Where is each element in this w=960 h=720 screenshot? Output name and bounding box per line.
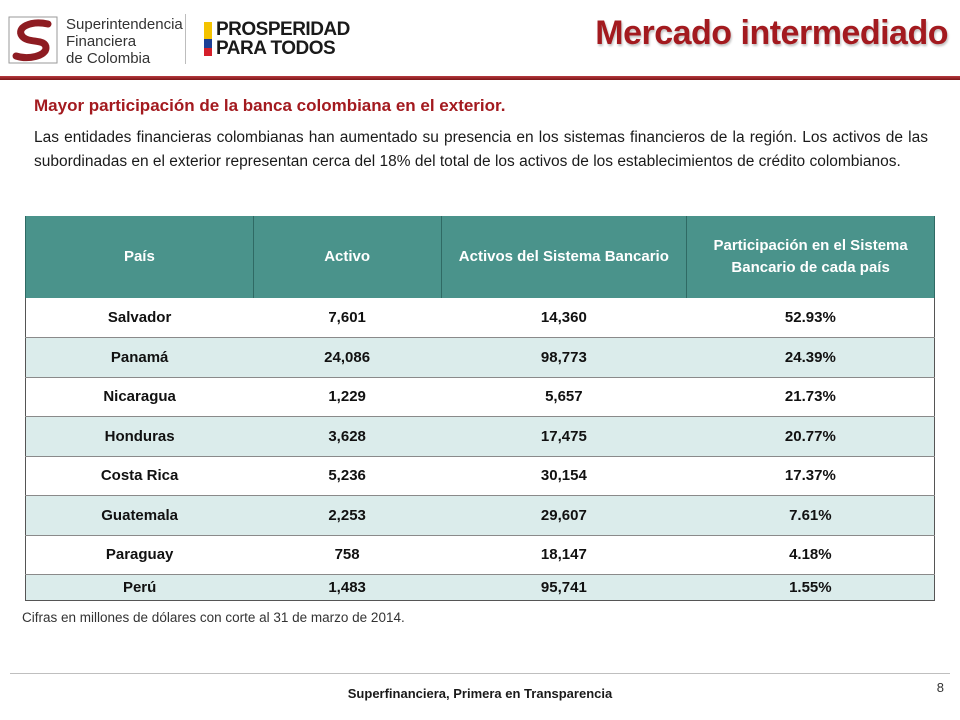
footer-tagline: Superfinanciera, Primera en Transparencia <box>347 686 613 701</box>
logo-pro-line-2: PARA TODOS <box>216 38 336 59</box>
table-row <box>26 535 935 575</box>
header-activo: Activo <box>253 216 441 298</box>
table-row <box>26 377 935 417</box>
cell-activo: 1,483 <box>253 575 441 601</box>
section-subtitle: Mayor participación de la banca colombiana en el exterior. <box>34 96 506 115</box>
logo-divider <box>185 14 186 64</box>
page-number: 8 <box>936 680 944 695</box>
cell-activos-sistema: 29,607 <box>441 496 687 536</box>
cell-pais: Salvador <box>26 298 254 338</box>
cell-activo: 7,601 <box>253 298 441 338</box>
logo-pro-line-1: PROSPERIDAD <box>216 19 350 40</box>
logo-sfc-line-1: Superintendencia <box>66 16 183 33</box>
country-participation-table <box>25 216 935 601</box>
table-row <box>26 496 935 536</box>
cell-participacion: 24.39% <box>687 338 935 378</box>
table-row <box>26 575 935 601</box>
cell-activo: 24,086 <box>253 338 441 378</box>
cell-activos-sistema: 95,741 <box>441 575 687 601</box>
title-rule <box>0 76 960 80</box>
cell-pais: Costa Rica <box>26 456 254 496</box>
cell-activos-sistema: 30,154 <box>441 456 687 496</box>
cell-participacion: 20.77% <box>687 417 935 457</box>
colombia-flag-icon <box>204 22 212 56</box>
logo-sfc-line-2: Financiera <box>66 33 137 50</box>
superfinanciera-emblem-icon <box>8 16 58 64</box>
cell-pais: Nicaragua <box>26 377 254 417</box>
cell-activo: 5,236 <box>253 456 441 496</box>
cell-participacion: 21.73% <box>687 377 935 417</box>
footer-rule <box>10 673 950 674</box>
prosperidad-logo <box>204 20 354 60</box>
table-row <box>26 417 935 457</box>
header-participacion: Participación en el Sistema Bancario de cada país <box>687 216 935 298</box>
cell-activos-sistema: 14,360 <box>441 298 687 338</box>
cell-activos-sistema: 17,475 <box>441 417 687 457</box>
cell-activo: 758 <box>253 535 441 575</box>
table-row <box>26 298 935 338</box>
superfinanciera-logo <box>8 12 188 68</box>
cell-activo: 2,253 <box>253 496 441 536</box>
cell-activos-sistema: 5,657 <box>441 377 687 417</box>
cell-pais: Honduras <box>26 417 254 457</box>
table-header-row <box>26 216 935 298</box>
table-row <box>26 338 935 378</box>
cell-pais: Guatemala <box>26 496 254 536</box>
cell-activos-sistema: 18,147 <box>441 535 687 575</box>
logo-sfc-line-3: de Colombia <box>66 50 151 67</box>
cell-activos-sistema: 98,773 <box>441 338 687 378</box>
header-pais: País <box>26 216 254 298</box>
table-footnote: Cifras en millones de dólares con corte al 31 de marzo de 2014. <box>22 610 405 625</box>
cell-pais: Paraguay <box>26 535 254 575</box>
cell-participacion: 52.93% <box>687 298 935 338</box>
cell-activo: 3,628 <box>253 417 441 457</box>
slide-title: Mercado intermediado <box>595 14 948 52</box>
cell-participacion: 17.37% <box>687 456 935 496</box>
cell-participacion: 1.55% <box>687 575 935 601</box>
intro-paragraph: Las entidades financieras colombianas han aumentado su presencia en los sistemas financieros de la región. Los activos de las subordinadas en el exterior representan cerca del 18% del total de los activos de los establecimientos de crédito colombianos. <box>34 129 928 170</box>
table-row <box>26 456 935 496</box>
cell-participacion: 4.18% <box>687 535 935 575</box>
cell-activo: 1,229 <box>253 377 441 417</box>
cell-participacion: 7.61% <box>687 496 935 536</box>
cell-pais: Panamá <box>26 338 254 378</box>
cell-pais: Perú <box>26 575 254 601</box>
header-activos-sistema: Activos del Sistema Bancario <box>441 216 687 298</box>
